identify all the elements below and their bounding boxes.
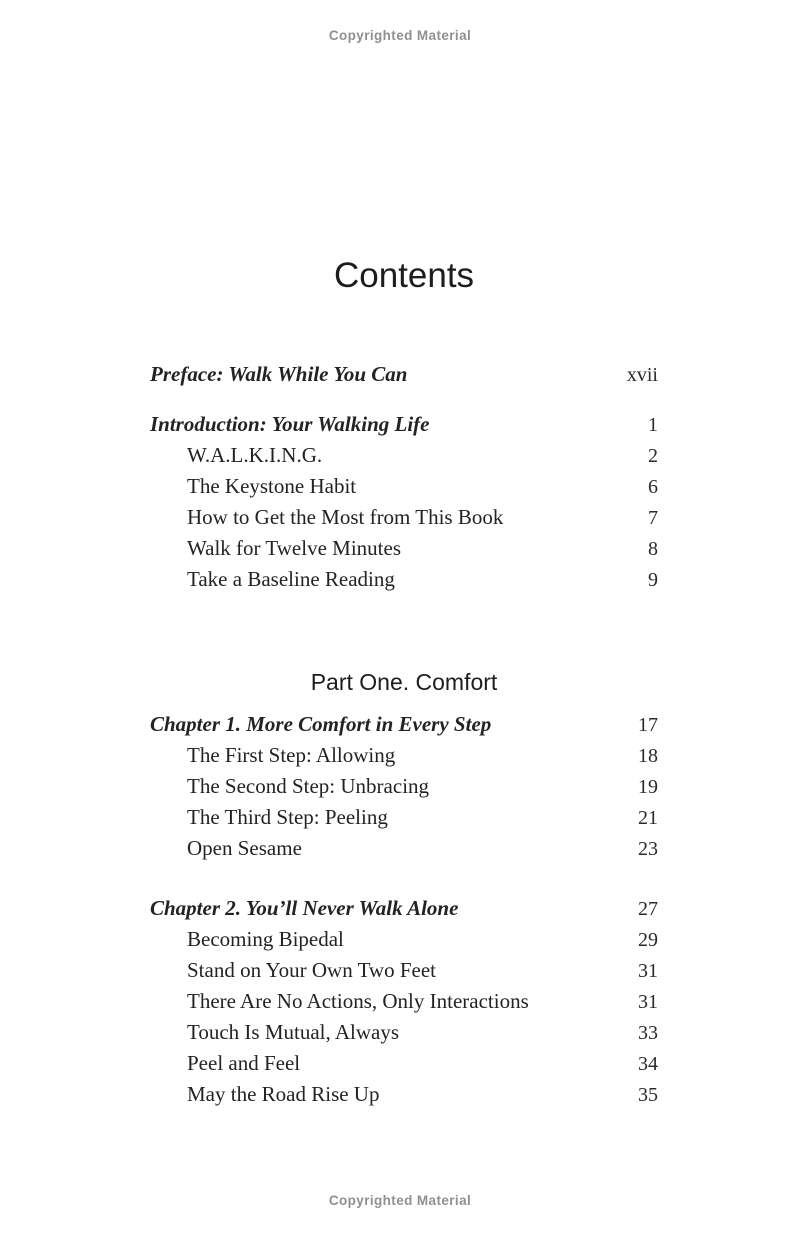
toc-entry-title: The First Step: Allowing	[187, 743, 396, 767]
toc-entry-page: 17	[638, 714, 658, 736]
toc-entry	[150, 771, 658, 802]
toc-entry-page: 29	[638, 929, 658, 951]
toc-entry-page: xvii	[626, 364, 658, 386]
toc-entry-title: Peel and Feel	[187, 1051, 301, 1075]
copyright-notice-bottom: Copyrighted Material	[328, 1193, 472, 1208]
toc-entry-page: 9	[648, 569, 658, 591]
toc-entry-title: Introduction: Your Walking Life	[150, 412, 430, 436]
toc-entry-title: Chapter 1. More Comfort in Every Step	[150, 712, 492, 736]
toc-entry	[150, 1079, 658, 1110]
toc-entry	[150, 1017, 658, 1048]
contents-title: Contents	[333, 256, 475, 295]
toc-entry	[150, 471, 658, 502]
toc-entry-page: 21	[638, 807, 658, 829]
toc-entry-title: May the Road Rise Up	[187, 1082, 380, 1106]
toc-entry-page: 8	[648, 538, 658, 560]
toc-entry-page: 27	[638, 898, 658, 920]
toc-entry-title: Stand on Your Own Two Feet	[187, 958, 436, 982]
toc-entry	[150, 564, 658, 595]
copyright-notice-top: Copyrighted Material	[328, 28, 472, 43]
toc-entry-page: 2	[648, 445, 658, 467]
toc-entry-page: 7	[648, 507, 658, 529]
toc-entry-page: 18	[638, 745, 658, 767]
toc-entry-title: The Second Step: Unbracing	[187, 774, 430, 798]
toc-entry-title: Open Sesame	[187, 836, 302, 860]
toc-entry-title: How to Get the Most from This Book	[187, 505, 504, 529]
toc-entry-page: 35	[638, 1084, 658, 1106]
table-of-contents	[150, 359, 658, 1110]
toc-entry-page: 31	[638, 991, 658, 1013]
toc-entry	[150, 833, 658, 864]
toc-entry-title: Becoming Bipedal	[187, 927, 344, 951]
toc-entry-page: 6	[648, 476, 658, 498]
toc-entry	[150, 955, 658, 986]
toc-entry-page: 1	[648, 414, 658, 436]
toc-entry	[150, 533, 658, 564]
toc-entry-chapter-2	[150, 893, 658, 924]
toc-entry-page: 23	[638, 838, 658, 860]
toc-entry-title: There Are No Actions, Only Interactions	[187, 989, 529, 1013]
toc-entry-introduction	[150, 409, 658, 440]
toc-entry-page: 19	[638, 776, 658, 798]
toc-entry-page: 34	[638, 1053, 658, 1075]
toc-entry-title: Walk for Twelve Minutes	[187, 536, 401, 560]
toc-entry-title: The Keystone Habit	[187, 474, 357, 498]
toc-entry-preface	[150, 359, 658, 390]
toc-entry	[150, 1048, 658, 1079]
toc-entry	[150, 440, 658, 471]
toc-entry-chapter-1	[150, 709, 658, 740]
toc-entry-title: W.A.L.K.I.N.G.	[187, 443, 323, 467]
toc-entry-page: 31	[638, 960, 658, 982]
toc-entry	[150, 502, 658, 533]
part-one-heading: Part One. Comfort	[310, 669, 498, 695]
toc-entry-title: Take a Baseline Reading	[187, 567, 395, 591]
toc-entry-title: Preface: Walk While You Can	[150, 362, 408, 386]
toc-entry	[150, 740, 658, 771]
toc-entry	[150, 802, 658, 833]
toc-entry	[150, 924, 658, 955]
toc-entry-title: Touch Is Mutual, Always	[187, 1020, 400, 1044]
toc-entry-title: The Third Step: Peeling	[187, 805, 388, 829]
toc-entry-title: Chapter 2. You’ll Never Walk Alone	[150, 896, 459, 920]
toc-entry	[150, 986, 658, 1017]
toc-entry-page: 33	[638, 1022, 658, 1044]
